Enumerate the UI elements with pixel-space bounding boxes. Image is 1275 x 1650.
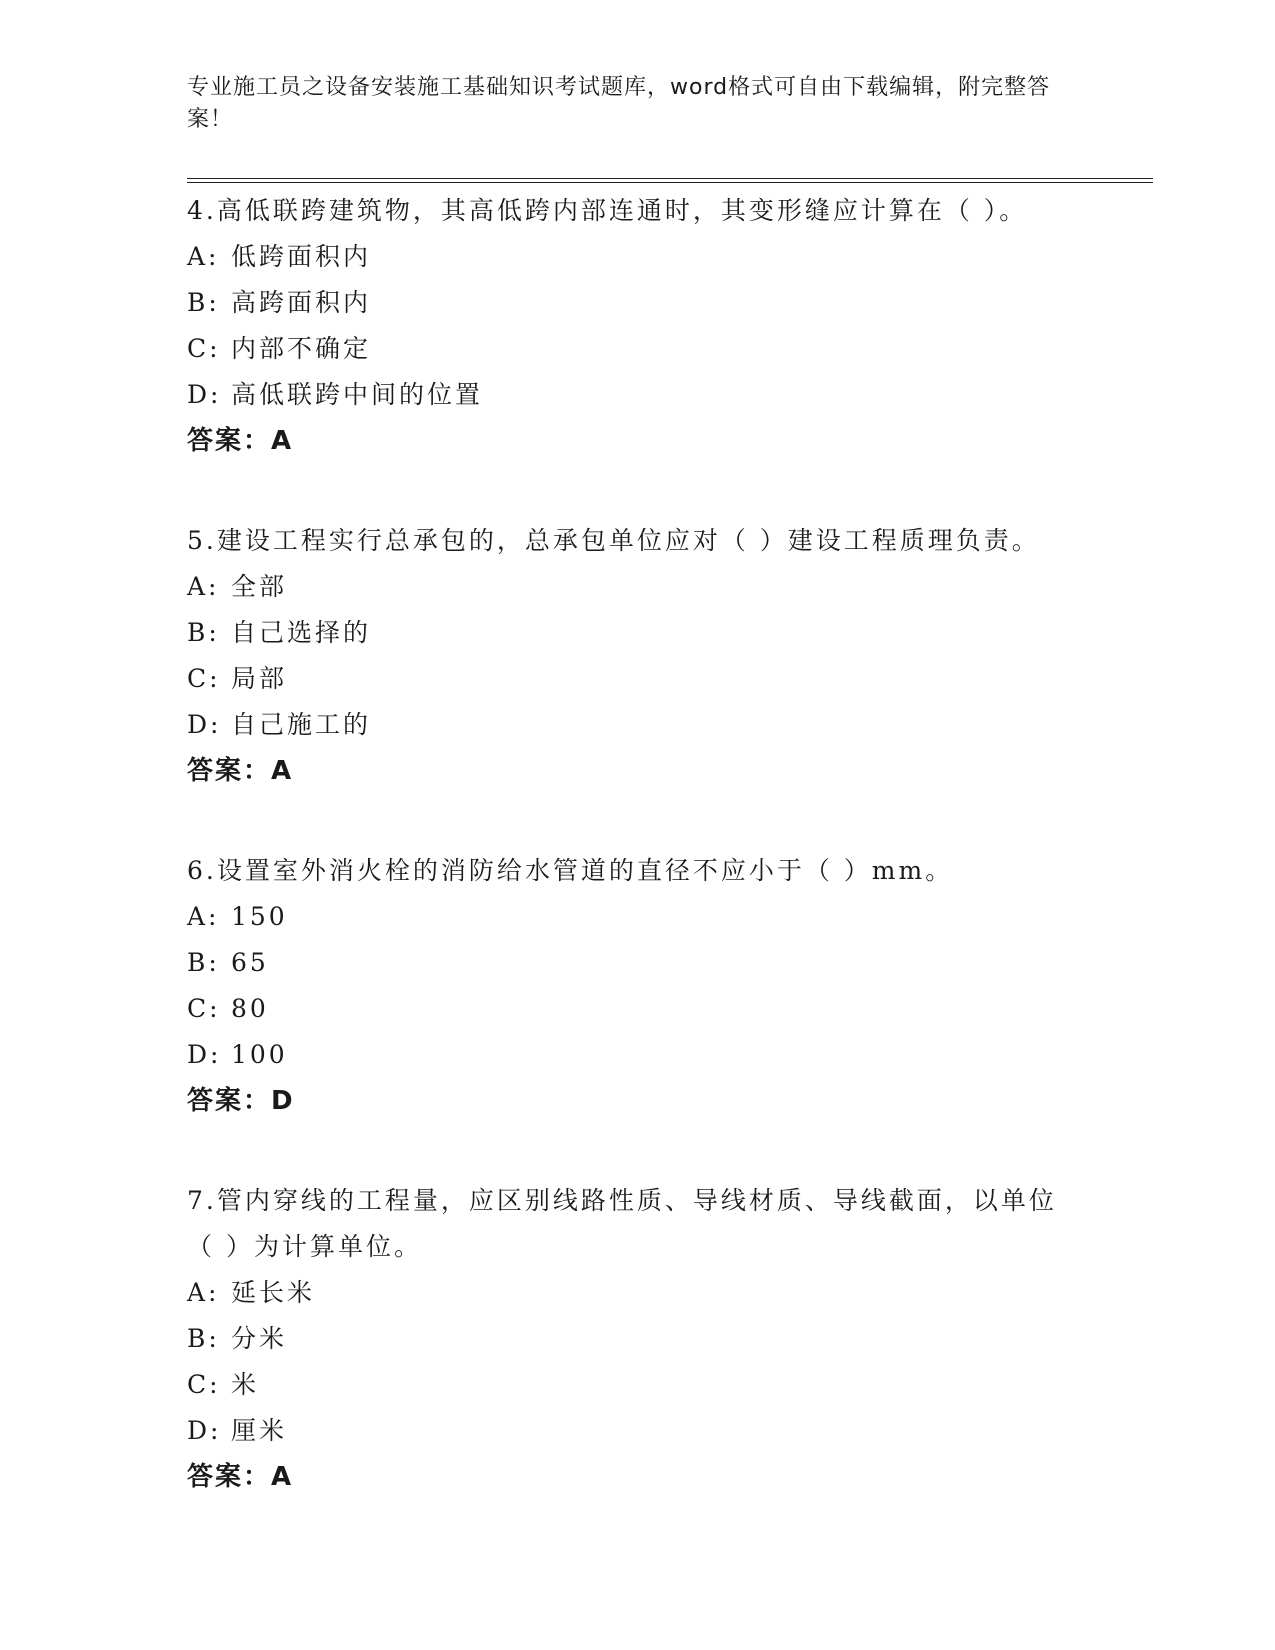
option-letter: C:: [187, 664, 221, 693]
option-text: 局部: [231, 664, 288, 693]
option-letter: A:: [187, 902, 220, 931]
question-answer: 答案：A: [187, 1462, 294, 1492]
option-a: [187, 894, 1067, 940]
option-a: [187, 1270, 1067, 1316]
option-letter: D:: [187, 1416, 222, 1445]
header-divider: [187, 178, 1153, 183]
question-item: [187, 1178, 1067, 1500]
option-text: 延长米: [231, 1278, 316, 1307]
option-letter: B:: [187, 948, 220, 977]
option-text: 65: [231, 948, 269, 977]
option-text: 高低联跨中间的位置: [231, 380, 484, 409]
option-d: [187, 372, 1067, 418]
option-letter: C:: [187, 994, 221, 1023]
option-b: [187, 1316, 1067, 1362]
option-text: 100: [231, 1040, 288, 1069]
option-c: [187, 1362, 1067, 1408]
option-letter: B:: [187, 288, 220, 317]
option-letter: D:: [187, 1040, 222, 1069]
option-letter: A:: [187, 572, 220, 601]
option-letter: A:: [187, 242, 220, 271]
option-a: [187, 564, 1067, 610]
question-list: [187, 188, 1067, 1554]
document-header: 专业施工员之设备安装施工基础知识考试题库，word格式可自由下载编辑，附完整答案！: [187, 75, 1051, 132]
option-a: [187, 234, 1067, 280]
question-stem: 4.高低联跨建筑物，其高低跨内部连通时，其变形缝应计算在（ ）。: [187, 196, 1028, 225]
option-c: [187, 326, 1067, 372]
option-c: [187, 656, 1067, 702]
option-b: [187, 280, 1067, 326]
option-text: 内部不确定: [231, 334, 372, 363]
option-text: 全部: [231, 572, 288, 601]
question-answer: 答案：A: [187, 426, 294, 456]
option-text: 低跨面积内: [231, 242, 372, 271]
option-text: 自己选择的: [231, 618, 372, 647]
option-letter: D:: [187, 380, 222, 409]
question-item: [187, 518, 1067, 794]
option-letter: C:: [187, 334, 221, 363]
question-item: [187, 848, 1067, 1124]
option-d: [187, 1032, 1067, 1078]
option-text: 80: [231, 994, 269, 1023]
option-text: 150: [231, 902, 288, 931]
option-text: 分米: [231, 1324, 288, 1353]
question-answer: 答案：A: [187, 756, 294, 786]
option-letter: B:: [187, 1324, 220, 1353]
option-d: [187, 702, 1067, 748]
option-text: 高跨面积内: [231, 288, 372, 317]
question-stem: 6.设置室外消火栓的消防给水管道的直径不应小于（ ）mm。: [187, 856, 954, 885]
option-text: 自己施工的: [231, 710, 372, 739]
option-letter: A:: [187, 1278, 220, 1307]
option-letter: D:: [187, 710, 222, 739]
option-letter: B:: [187, 618, 220, 647]
option-text: 厘米: [231, 1416, 288, 1445]
question-item: [187, 188, 1067, 464]
option-b: [187, 610, 1067, 656]
option-c: [187, 986, 1067, 1032]
option-b: [187, 940, 1067, 986]
question-answer: 答案：D: [187, 1086, 295, 1116]
question-stem: 7.管内穿线的工程量，应区别线路性质、导线材质、导线截面，以单位（ ）为计算单位。: [187, 1186, 1057, 1261]
option-letter: C:: [187, 1370, 221, 1399]
option-text: 米: [231, 1370, 260, 1399]
question-stem: 5.建设工程实行总承包的，总承包单位应对（ ）建设工程质理负责。: [187, 526, 1040, 555]
option-d: [187, 1408, 1067, 1454]
